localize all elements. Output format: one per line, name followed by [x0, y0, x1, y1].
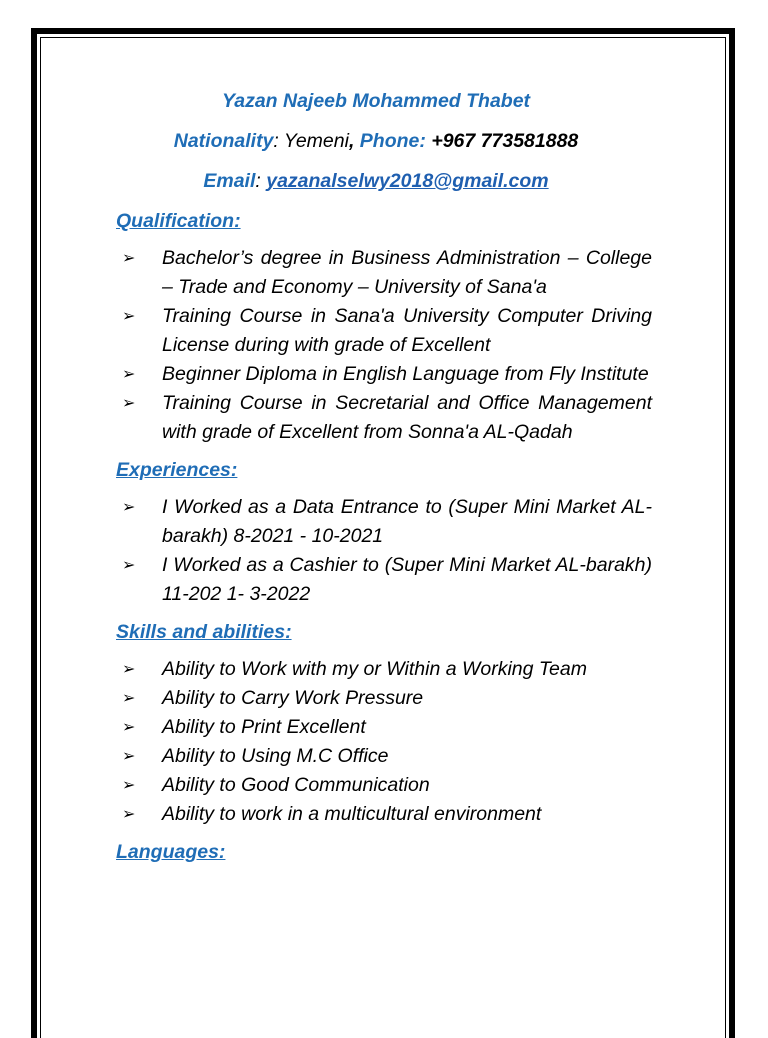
- experiences-list: [116, 493, 652, 609]
- list-item: ➢ Beginner Diploma in English Language from Fly Institute: [116, 360, 652, 389]
- skills-list: [116, 655, 652, 829]
- cv-content: [116, 86, 652, 867]
- nationality-phone-line: [108, 126, 644, 156]
- list-item: ➢ Ability to work in a multicultural environment: [116, 800, 652, 829]
- arrowhead-bullet-icon: ➢: [122, 366, 136, 383]
- phone-value: +967 773581888: [431, 130, 579, 152]
- qualification-list: [116, 244, 652, 447]
- arrowhead-bullet-icon: ➢: [122, 557, 136, 574]
- skills-heading: Skills and abilities:: [116, 621, 292, 643]
- arrowhead-bullet-icon: ➢: [122, 748, 136, 765]
- qualification-heading: Qualification:: [116, 210, 241, 232]
- nationality-label: Nationality: [173, 130, 274, 152]
- colon: :: [273, 130, 284, 152]
- phone-label: Phone:: [359, 130, 426, 152]
- list-item: ➢ Training Course in Sana'a University Computer Driving License during with grade of Excellent: [116, 302, 652, 360]
- list-item: ➢ Ability to Work with my or Within a Working Team: [116, 655, 652, 684]
- comma: ,: [348, 130, 360, 152]
- arrowhead-bullet-icon: ➢: [122, 250, 136, 267]
- colon: :: [255, 170, 267, 192]
- arrowhead-bullet-icon: ➢: [122, 777, 136, 794]
- languages-heading: Languages:: [116, 841, 226, 863]
- arrowhead-bullet-icon: ➢: [122, 499, 136, 516]
- nationality-value: Yemeni: [283, 130, 349, 152]
- list-item: ➢ Ability to Print Excellent: [116, 713, 652, 742]
- list-item: ➢ I Worked as a Cashier to (Super Mini Market AL-barakh) 11-202 1- 3-2022: [116, 551, 652, 609]
- arrowhead-bullet-icon: ➢: [122, 806, 136, 823]
- arrowhead-bullet-icon: ➢: [122, 661, 136, 678]
- list-item: ➢ Ability to Carry Work Pressure: [116, 684, 652, 713]
- list-item: ➢ Ability to Using M.C Office: [116, 742, 652, 771]
- arrowhead-bullet-icon: ➢: [122, 719, 136, 736]
- list-item: ➢ Training Course in Secretarial and Office Management with grade of Excellent from Sonna'a AL-Qadah: [116, 389, 652, 447]
- list-item: ➢ I Worked as a Data Entrance to (Super Mini Market AL-barakh) 8-2021 - 10-2021: [116, 493, 652, 551]
- applicant-name: Yazan Najeeb Mohammed Thabet: [221, 90, 531, 112]
- email-line: [108, 166, 644, 196]
- arrowhead-bullet-icon: ➢: [122, 690, 136, 707]
- email-label: Email: [203, 170, 256, 192]
- list-item: ➢ Bachelor’s degree in Business Administration – College – Trade and Economy – University of Sana'a: [116, 244, 652, 302]
- arrowhead-bullet-icon: ➢: [122, 308, 136, 325]
- experiences-heading: Experiences:: [116, 459, 238, 481]
- name-line: [108, 86, 644, 116]
- list-item: ➢ Ability to Good Communication: [116, 771, 652, 800]
- arrowhead-bullet-icon: ➢: [122, 395, 136, 412]
- email-link[interactable]: yazanalselwy2018@gmail.com: [266, 170, 549, 192]
